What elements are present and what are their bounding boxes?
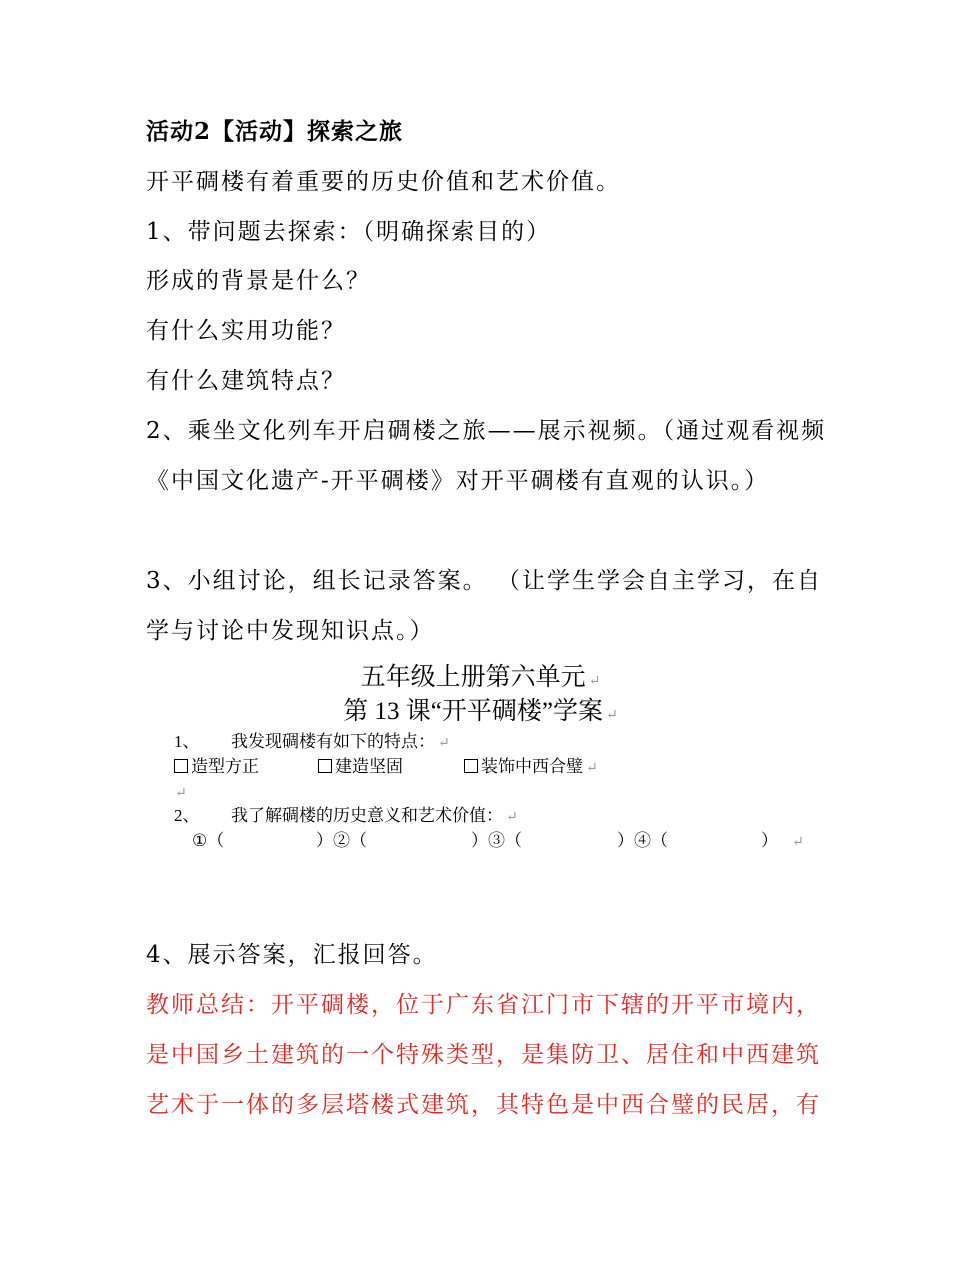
blank-1: ①（: [192, 831, 225, 850]
blank-3: ）③（: [471, 831, 522, 850]
worksheet-option-3: 装饰中西合璧 ↵: [464, 756, 598, 780]
checkbox-icon: [174, 759, 188, 773]
worksheet-option-2: 建造坚固: [318, 756, 403, 778]
step-3-line-1: 3、小组讨论，组长记录答案。 （让学生学会自主学习，在自: [146, 568, 822, 594]
checkbox-icon: [464, 759, 478, 773]
intro-line: 开平碉楼有着重要的历史价值和艺术价值。: [146, 169, 621, 195]
worksheet-empty-line: ↵: [175, 786, 187, 801]
blank-4: ）④（: [617, 831, 668, 850]
activity-heading: 活动2【活动】探索之旅: [146, 118, 404, 145]
step-2-line-1: 2、乘坐文化列车开启碉楼之旅——展示视频。（通过观看视频: [146, 418, 827, 444]
worksheet-option-1: 造型方正: [174, 756, 259, 778]
worksheet-item-1: 我发现碉楼有如下的特点： ↵: [231, 732, 450, 751]
question-heading: 1、带问题去探索：（明确探索目的）: [146, 219, 552, 245]
blank-end: ） ↵: [761, 831, 804, 850]
worksheet-item-2-number: 2、: [174, 806, 200, 825]
step-4-line: 4、展示答案，汇报回答。: [146, 942, 438, 968]
teacher-summary-line-2: 是中国乡土建筑的一个特殊类型，是集防卫、居住和中西建筑: [146, 1042, 821, 1068]
step-3-line-2: 学与讨论中发现知识点。）: [146, 618, 435, 644]
step-2-line-2: 《中国文化遗产-开平碉楼》对开平碉楼有直观的认识。）: [146, 468, 770, 494]
teacher-summary-line-3: 艺术于一体的多层塔楼式建筑，其特色是中西合璧的民居，有: [146, 1092, 821, 1118]
worksheet-item-2: 我了解碉楼的历史意义和艺术价值： ↵: [231, 806, 518, 825]
question-3: 有什么建筑特点？: [146, 368, 346, 394]
worksheet-item-1-number: 1、: [174, 732, 200, 751]
worksheet-title-2: 第 13 课“开平碉楼”学案 ↵: [343, 698, 618, 725]
teacher-summary-line-1: 教师总结：开平碉楼，位于广东省江门市下辖的开平市境内，: [146, 992, 821, 1018]
checkbox-icon: [318, 759, 332, 773]
blank-2: ）②（: [316, 831, 367, 850]
question-1: 形成的背景是什么？: [146, 268, 371, 294]
question-2: 有什么实用功能？: [146, 318, 346, 344]
worksheet-title-1: 五年级上册第六单元 ↵: [360, 664, 601, 691]
